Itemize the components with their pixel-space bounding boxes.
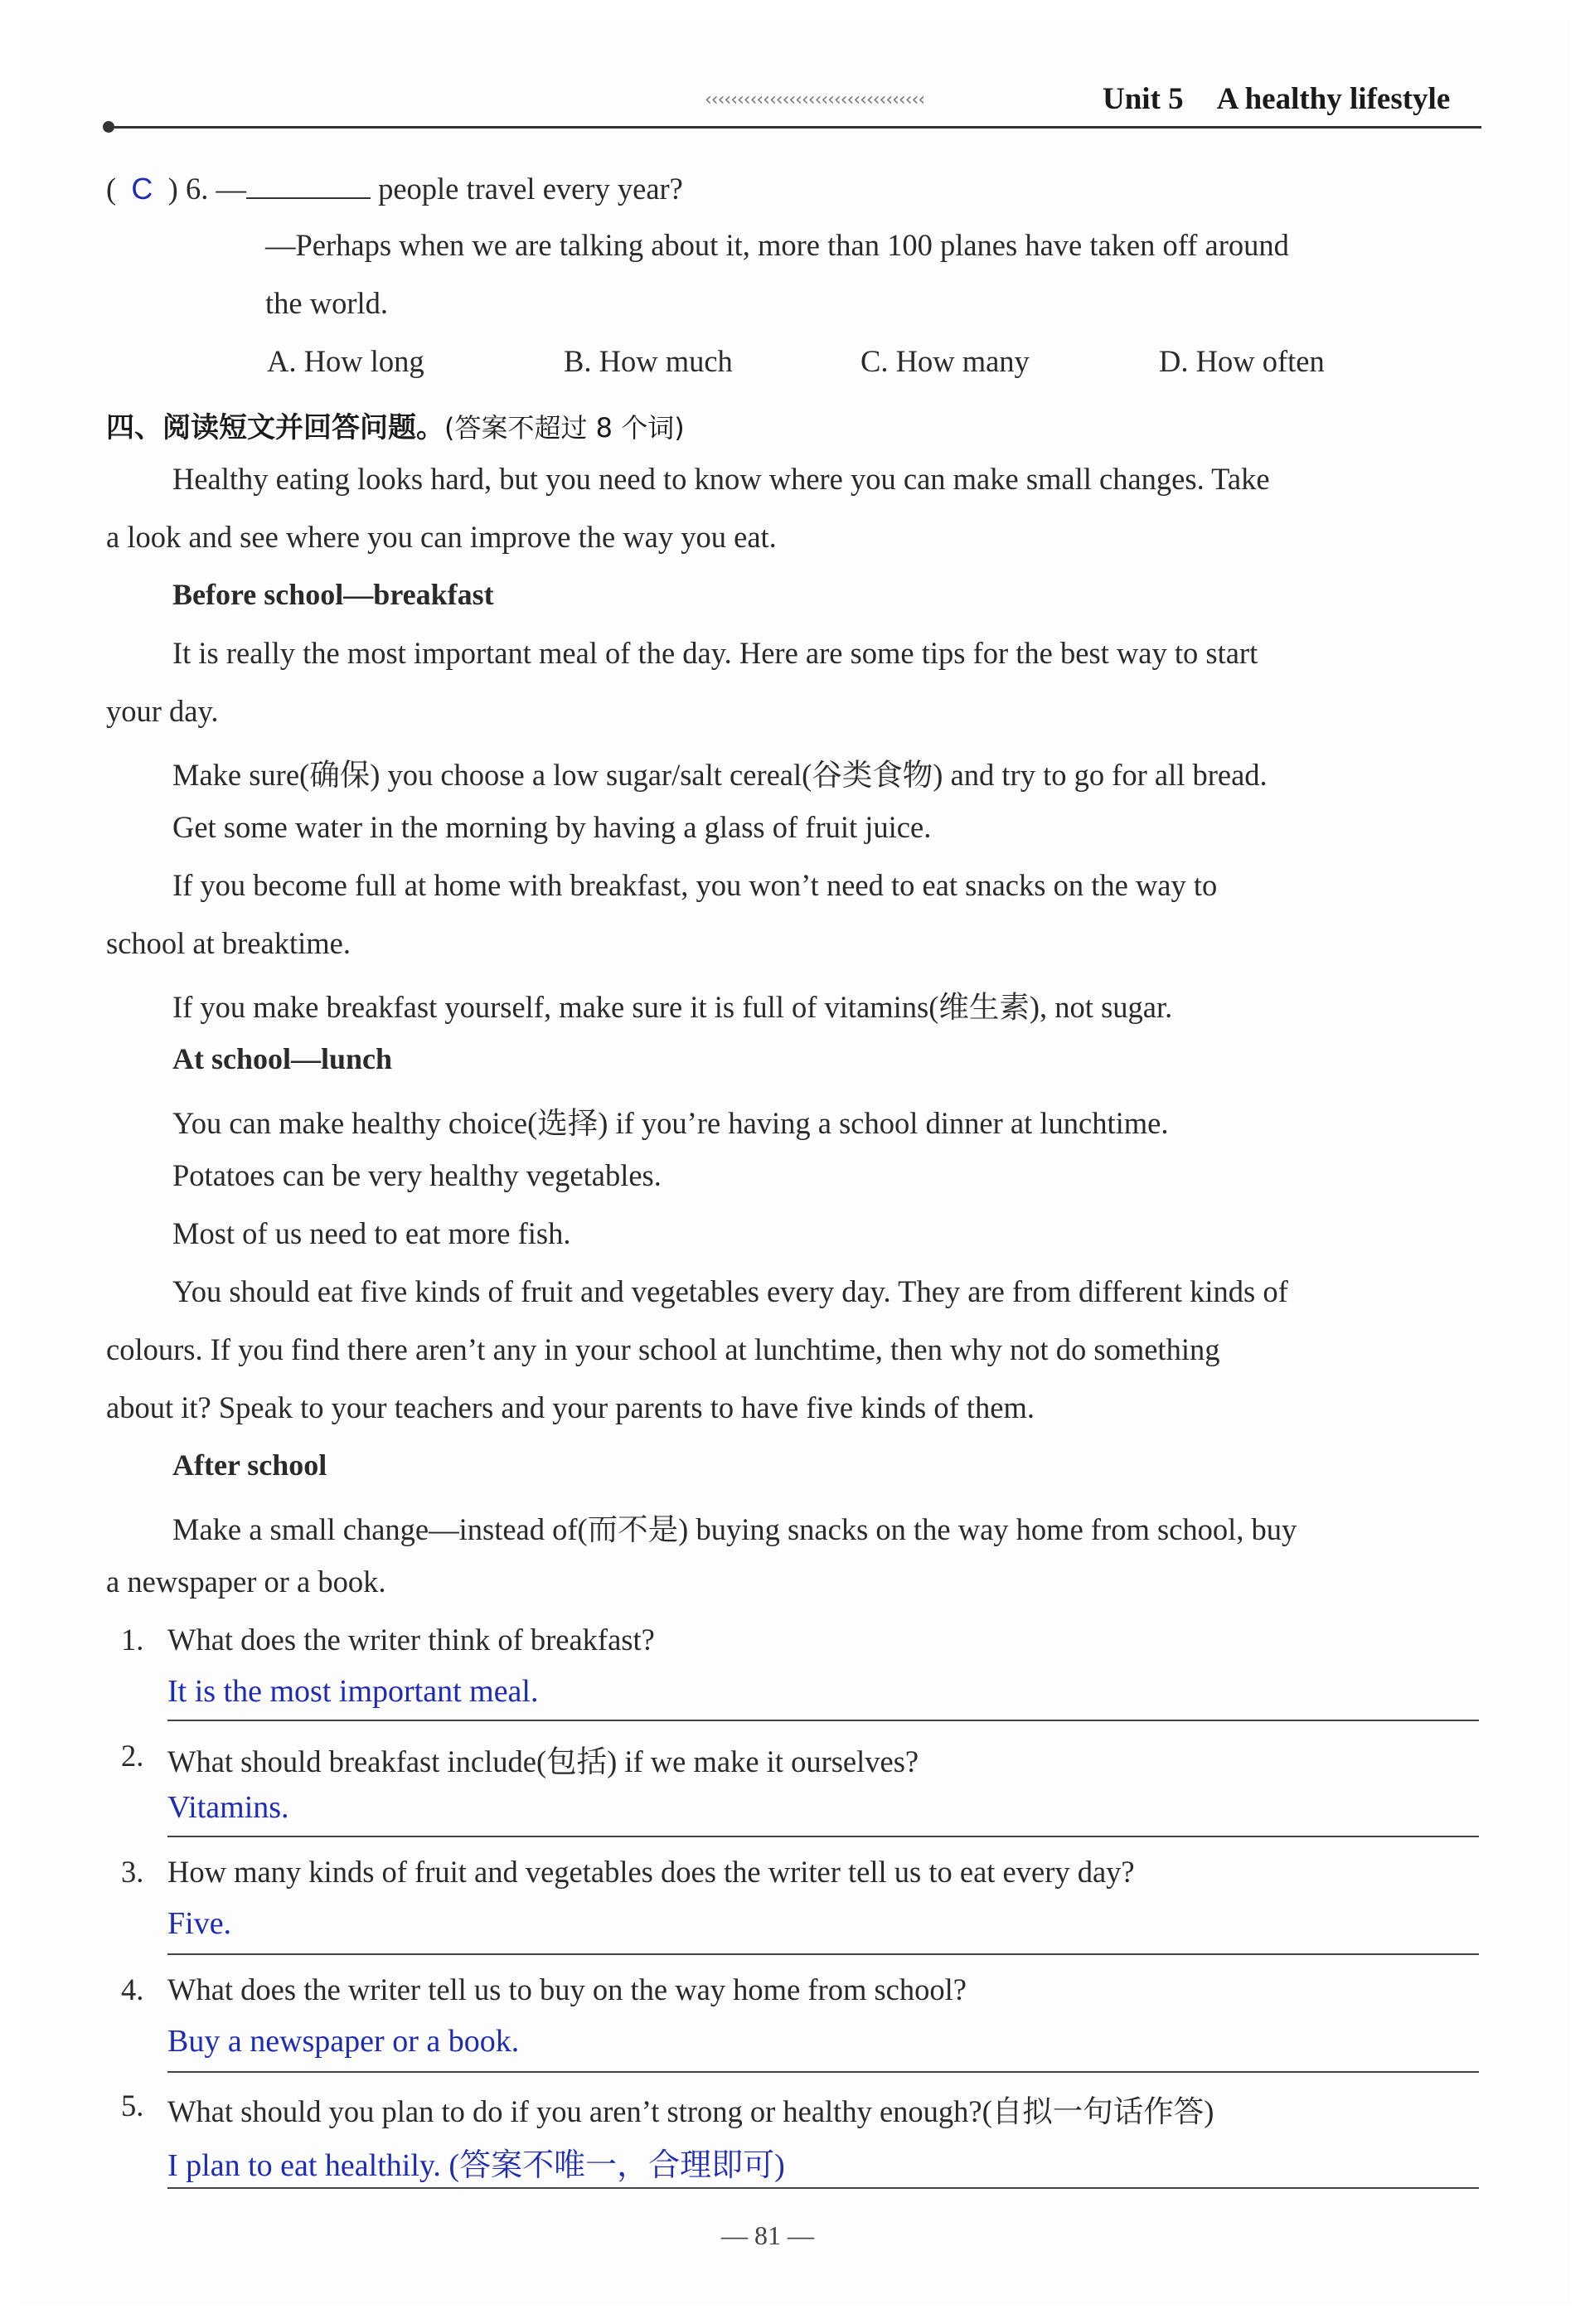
passage-p6: If you make breakfast yourself, make sure it is full of vitamins(维生素), not sugar.	[172, 990, 1173, 1024]
question-4-number: 4.	[121, 1972, 144, 2006]
passage-p4: Get some water in the morning by having a glass of fruit juice.	[172, 810, 932, 844]
question-1-text: What does the writer think of breakfast?	[167, 1623, 655, 1657]
question-3-answer: Five.	[167, 1906, 232, 1941]
unit-title	[1103, 81, 1450, 117]
question-6-reply-line2: the world.	[265, 286, 388, 320]
subheading-at-school: At school—lunch	[172, 1042, 393, 1075]
question-6-answer: C	[131, 172, 153, 206]
passage-p11-line1: Make a small change—instead of(而不是) buying snacks on the way home from school, buy	[172, 1512, 1297, 1546]
question-2-text: What should breakfast include(包括) if we make it ourselves?	[167, 1744, 919, 1778]
question-3-text: How many kinds of fruit and vegetables does the writer tell us to eat every day?	[167, 1855, 1135, 1889]
paren-open: (	[106, 172, 117, 206]
question-6-stem	[106, 171, 683, 206]
question-2-number: 2.	[121, 1739, 144, 1773]
question-6-dash: —	[216, 172, 246, 206]
passage-p5-line1: If you become full at home with breakfast, you won’t need to eat snacks on the way to	[172, 868, 1218, 902]
subheading-after-school: After school	[172, 1448, 327, 1482]
passage-p10-line3: about it? Speak to your teachers and your parents to have five kinds of them.	[106, 1390, 1035, 1424]
passage-p1-line2: a look and see where you can improve the way you eat.	[106, 520, 777, 554]
question-1-answer: It is the most important meal.	[167, 1674, 539, 1709]
passage-p8: Potatoes can be very healthy vegetables.	[172, 1158, 662, 1192]
passage-p5-line2: school at breaktime.	[106, 926, 351, 960]
passage-p9: Most of us need to eat more fish.	[172, 1216, 571, 1250]
passage-p7: You can make healthy choice(选择) if you’re having a school dinner at lunchtime.	[172, 1106, 1169, 1140]
passage-p10-line1: You should eat five kinds of fruit and vegetables every day. They are from different kinds of	[172, 1274, 1288, 1308]
passage-p10-line2: colours. If you find there aren’t any in your school at lunchtime, then why not do something	[106, 1332, 1220, 1366]
answer-line-5	[167, 2187, 1479, 2189]
question-4-text: What does the writer tell us to buy on the way home from school?	[167, 1972, 967, 2006]
passage-p11-line2: a newspaper or a book.	[106, 1565, 386, 1599]
header-decoration: ‹‹‹‹‹‹‹‹‹‹‹‹‹‹‹‹‹‹‹‹‹‹‹‹‹‹‹‹‹‹‹‹‹‹	[705, 90, 925, 110]
question-6-option-c: C. How many	[860, 344, 1030, 378]
question-6-option-a: A. How long	[267, 344, 424, 378]
question-1-number: 1.	[121, 1623, 144, 1657]
passage-p2-line1: It is really the most important meal of the day. Here are some tips for the best way to start	[172, 636, 1258, 670]
question-5-number: 5.	[121, 2089, 144, 2123]
unit-label: Unit 5	[1103, 82, 1184, 116]
question-6-text: people travel every year?	[370, 172, 683, 206]
answer-blank	[246, 172, 371, 199]
answer-line-3	[167, 1953, 1479, 1955]
paren-close: )	[167, 172, 178, 206]
passage-p1-line1: Healthy eating looks hard, but you need to know where you can make small changes. Take	[172, 462, 1270, 496]
section-title: 四、阅读短文并回答问题。	[106, 411, 444, 444]
question-2-answer: Vitamins.	[167, 1790, 289, 1825]
question-5-text: What should you plan to do if you aren’t strong or healthy enough?(自拟一句话作答)	[167, 2094, 1214, 2128]
question-6-reply-line1: —Perhaps when we are talking about it, more than 100 planes have taken off around	[265, 228, 1289, 262]
question-6-option-b: B. How much	[564, 344, 733, 378]
page-number: — 81 —	[721, 2220, 814, 2250]
answer-line-4	[167, 2071, 1479, 2073]
question-3-number: 3.	[121, 1855, 144, 1889]
section-heading	[106, 405, 685, 445]
question-6-option-d: D. How often	[1159, 344, 1325, 378]
header-rule	[110, 126, 1481, 129]
question-4-answer: Buy a newspaper or a book.	[167, 2024, 520, 2059]
question-6-number: 6.	[185, 172, 209, 206]
question-5-answer: I plan to eat healthily. (答案不唯一，合理即可)	[167, 2148, 785, 2183]
subheading-before-school: Before school—breakfast	[172, 578, 494, 611]
answer-line-2	[167, 1836, 1479, 1837]
answer-line-1	[167, 1720, 1479, 1721]
passage-p2-line2: your day.	[106, 694, 219, 728]
unit-name: A healthy lifestyle	[1216, 82, 1451, 116]
passage-p3: Make sure(确保) you choose a low sugar/salt cereal(谷类食物) and try to go for all bread.	[172, 758, 1268, 792]
section-note: (答案不超过 8 个词)	[444, 412, 685, 444]
